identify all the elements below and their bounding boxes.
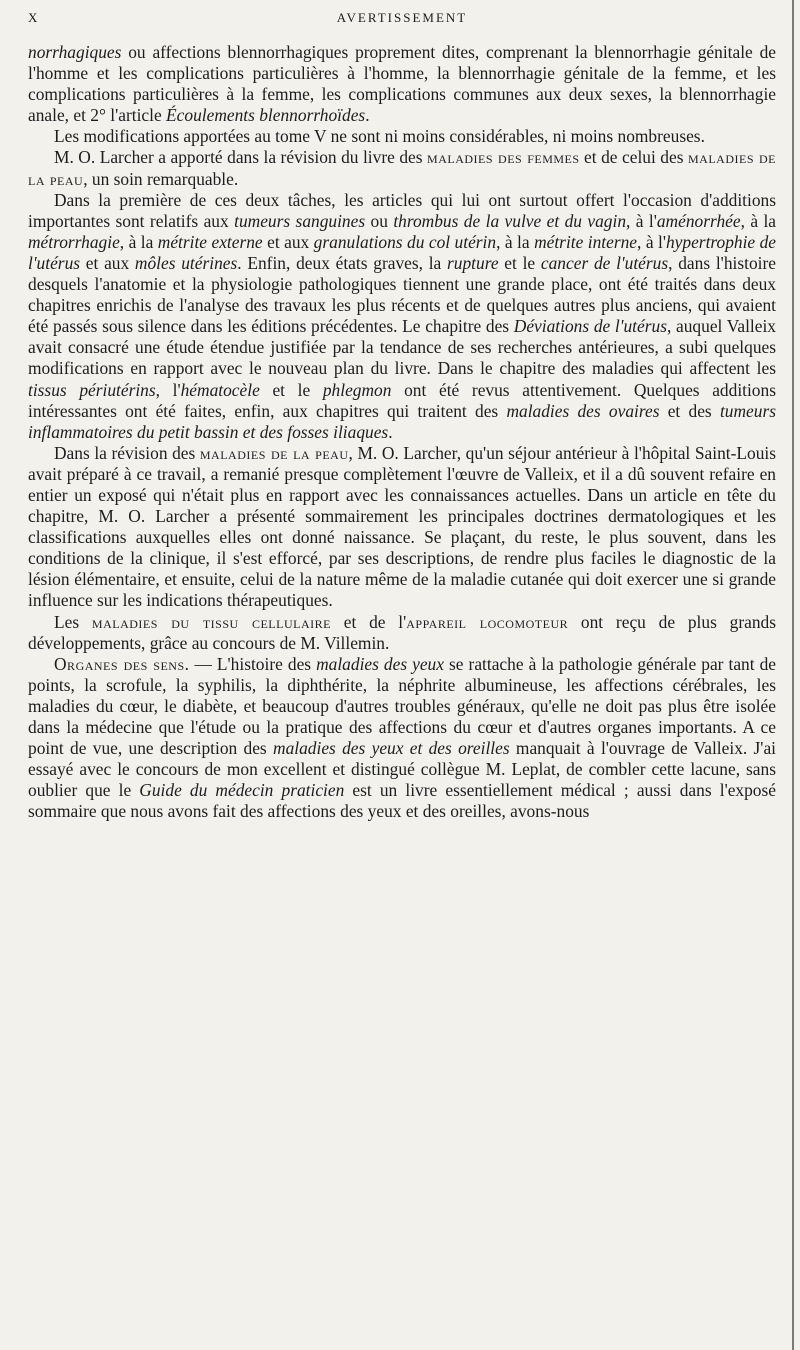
small-caps: appareil locomoteur (406, 611, 569, 632)
text-run: et des (659, 400, 720, 421)
small-caps: maladies de la peau (199, 442, 349, 463)
text-run: — L'histoire des (189, 653, 317, 674)
running-head (28, 8, 776, 28)
emphasis: tissus périutérins (28, 379, 156, 400)
text-run: et de l' (330, 611, 407, 632)
text-run: . Enfin, deux états graves, la (237, 252, 448, 273)
text-run: , un soin remarquable. (83, 168, 239, 189)
paragraph-6 (28, 612, 776, 654)
emphasis: maladies des yeux et des oreilles (273, 738, 510, 759)
text-run: , à l' (626, 210, 657, 231)
text-run: Les (54, 611, 92, 632)
text-run: ont reçu de plus grands développements, grâce au concours de M. Villemin. (28, 611, 776, 653)
emphasis: môles utérines (134, 252, 238, 273)
page-edge-rule (792, 0, 794, 1350)
paragraph-1 (28, 42, 776, 126)
section-heading: Organes des sens. (54, 653, 190, 674)
text-run: , M. O. Larcher, qu'un séjour antérieur à l'hôpital Saint-Louis avait préparé à ce travail, a remanié presque complètement l'œuvre de Valleix, et il a dû souvent refaire en entier un exposé qui n'était plus en rapport avec les connaissances actuelles. Dans un article en tête du chapitre, M. O. Larcher a présenté sommairement les principales doctrines dermatologiques et les classifications auxquelles elles ont donné naissance. Se plaçant, du reste, le plus souvent, dans les conditions de la clinique, il s'est efforcé, par ses descriptions, de rendre plus faciles le diagnostic de la lésion élémentaire, et ensuite, celui de la nature même de la maladie cutanée qui doit exercer une si grande influence sur les indications thérapeutiques. (28, 442, 776, 611)
small-caps: maladies des femmes (427, 147, 580, 168)
emphasis: maladies des ovaires (506, 400, 660, 421)
emphasis: métrite interne (534, 231, 638, 252)
text-run: Dans la première de ces deux tâches, les articles qui lui ont surtout offert l'occasion d'additions importantes sont relatifs aux (28, 189, 776, 231)
text-run: . (365, 105, 370, 126)
text-run: ont été revus attentivement. Quelques additions intéressantes ont été faites, enfin, aux chapitres qui traitent des (28, 379, 776, 421)
text-run: et aux (80, 252, 135, 273)
small-caps: maladies du tissu cellulaire (91, 611, 331, 632)
text-run: et le (259, 379, 323, 400)
page-number: X (28, 10, 40, 25)
text-run: , dans l'histoire desquels l'anatomie et la physiologie pathologiques tiennent une grande place, ont été traités dans deux chapitres enrichis de l'analyse des travaux les plus récents et de quelques autres plus anciens, qui avaient été passés sous silence dans les éditions précédentes. Le chapitre des (28, 252, 776, 337)
emphasis: Écoulements blennorrhoïdes (166, 105, 366, 126)
text-run: et de celui des (579, 147, 688, 168)
small-caps: maladies de la peau (28, 147, 776, 189)
text-run: , à la (119, 231, 158, 252)
paragraph-3 (28, 147, 776, 189)
emphasis: aménorrhée (656, 210, 741, 231)
emphasis: métrorrhagie (28, 231, 120, 252)
text-run: . (388, 421, 393, 442)
text-run: est un livre essentiellement médical ; aussi dans l'exposé sommaire que nous avons fait des affections des yeux et des oreilles, avons-nous (28, 780, 776, 822)
text-run: et le (498, 252, 541, 273)
emphasis: thrombus de la vulve et du vagin (393, 210, 627, 231)
emphasis: granulations du col utérin (313, 231, 497, 252)
text-run: , à la (496, 231, 535, 252)
emphasis: Déviations de l'utérus (513, 316, 667, 337)
text-run: et aux (262, 231, 314, 252)
emphasis: norrhagiques (28, 42, 122, 62)
emphasis: hypertrophie de l'utérus (28, 231, 777, 273)
emphasis: Guide du médecin praticien (139, 780, 345, 801)
emphasis: hématocèle (180, 379, 260, 400)
paragraph-7 (28, 654, 776, 823)
text-run: , l' (155, 379, 181, 400)
emphasis: tumeurs inflammatoires du petit bassin et des fosses iliaques (28, 400, 776, 442)
text-run: ou (365, 210, 394, 231)
paragraph-4 (28, 190, 776, 443)
emphasis: tumeurs sanguines (234, 210, 366, 231)
running-title: AVERTISSEMENT (336, 10, 468, 25)
text-run: , auquel Valleix avait consacré une étude étendue justifiée par la tendance de ses recherches antérieures, a subi quelques modifications en rapport avec le nouveau plan du livre. Dans le chapitre des maladies qui affectent les (28, 316, 777, 379)
text-run: , à la (740, 210, 777, 231)
emphasis: rupture (447, 252, 499, 273)
text-run: M. O. Larcher a apporté dans la révision du livre des (54, 147, 428, 168)
emphasis: cancer de l'utérus (540, 252, 669, 273)
text-run: ou affections blennorrhagiques proprement dites, comprenant la blennorrhagie génitale de l'homme et les complications particulières à l'homme, la blennorrhagie génitale de la femme, et les complications particulières à la femme, les complications communes aux deux sexes, la blennorrhagie anale, et 2° l'article (28, 42, 776, 126)
emphasis: maladies des yeux (316, 653, 444, 674)
text-run: se rattache à la pathologie générale par tant de points, la scrofule, la syphilis, la diphthérite, la néphrite albumineuse, les affections cérébrales, les maladies du cœur, le diabète, et beaucoup d'autres troubles généraux, qu'elle ne doit pas plus être isolée dans la médecine que l'étude ou la pratique des affections du cœur et d'autres organes importants. A ce point de vue, une description des (28, 653, 777, 759)
text-run: manquait à l'ouvrage de Valleix. J'ai essayé avec le concours de mon excellent et distingué collègue M. Leplat, de combler cette lacune, sans oublier que le (28, 738, 776, 801)
paragraph-5 (28, 443, 776, 612)
paragraph-2: Les modifications apportées au tome V ne sont ni moins considérables, ni moins nombreuses. (54, 126, 705, 147)
text-run: , à l' (637, 231, 666, 252)
emphasis: métrite externe (157, 231, 263, 252)
text-run: Dans la révision des (54, 442, 200, 463)
page-body (28, 42, 776, 822)
emphasis: phlegmon (322, 379, 392, 400)
